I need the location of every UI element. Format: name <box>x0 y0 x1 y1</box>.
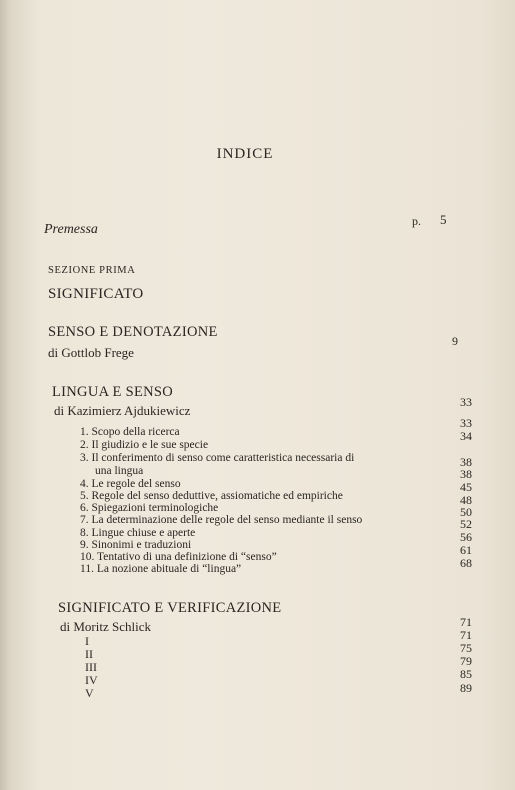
toc-item-page: 34 <box>460 429 472 443</box>
toc-item-page: 45 <box>460 480 472 494</box>
toc-item-page: 56 <box>460 530 472 544</box>
page-title: INDICE <box>216 146 274 162</box>
toc-item: 1. Scopo della ricerca <box>80 426 180 438</box>
premessa-label: Premessa <box>44 222 98 237</box>
toc-item: 9. Sinonimi e traduzioni <box>80 539 192 551</box>
essay-author-ajdukiewicz: di Kazimierz Ajdukiewicz <box>54 403 191 418</box>
section-title: SIGNIFICATO <box>48 286 144 302</box>
toc-item-page: 61 <box>460 543 472 557</box>
toc-item: 7. La determinazione delle regole del senso mediante il senso <box>80 514 363 526</box>
toc-item-page: 79 <box>460 654 472 668</box>
essay-author-schlick: di Moritz Schlick <box>60 619 151 634</box>
toc-item-page: 68 <box>460 556 472 570</box>
premessa-page: 5 <box>440 212 447 227</box>
toc-item: II <box>85 647 93 661</box>
toc-item: 8. Lingue chiuse e aperte <box>80 527 196 539</box>
essay-page-frege: 9 <box>452 334 458 348</box>
essay-title-ajdukiewicz: LINGUA E SENSO <box>52 384 174 400</box>
toc-item: I <box>85 634 89 648</box>
premessa-page-prefix: p. <box>412 214 421 228</box>
toc-item: 10. Tentativo di una definizione di “senso” <box>80 551 277 563</box>
toc-item: V <box>85 686 94 700</box>
toc-item: III <box>85 660 97 674</box>
essay-page-ajdukiewicz: 33 <box>460 395 472 409</box>
toc-item-page: 75 <box>460 641 472 655</box>
toc-item-page: 52 <box>460 517 472 531</box>
toc-item-page: 33 <box>460 416 472 430</box>
essay-author-frege: di Gottlob Frege <box>48 345 134 360</box>
section-label: SEZIONE PRIMA <box>48 265 136 276</box>
toc-item: 11. La nozione abituale di “lingua” <box>80 563 242 575</box>
toc-item-page: 38 <box>460 455 472 469</box>
essay-title-schlick: SIGNIFICATO E VERIFICAZIONE <box>58 600 282 616</box>
essay-title-frege: SENSO E DENOTAZIONE <box>48 324 218 340</box>
toc-item: IV <box>85 673 98 687</box>
toc-item: 4. Le regole del senso <box>80 478 181 490</box>
toc-item: 2. Il giudizio e le sue specie <box>80 439 209 451</box>
toc-item: 3. Il conferimento di senso come caratteristica necessaria di <box>80 452 355 464</box>
toc-item-page: 85 <box>460 667 472 681</box>
toc-item-page: 48 <box>460 493 472 507</box>
toc-item: 6. Spiegazioni terminologiche <box>80 502 219 514</box>
essay-page-schlick: 71 <box>460 615 472 629</box>
toc-item-page: 71 <box>460 628 472 642</box>
toc-item: 5. Regole del senso deduttive, assiomatiche ed empiriche <box>80 490 343 502</box>
toc-item-page: 89 <box>460 681 472 695</box>
toc-item-page: 38 <box>460 467 472 481</box>
toc-item-page: 50 <box>460 505 472 519</box>
toc-item: una lingua <box>95 465 144 477</box>
